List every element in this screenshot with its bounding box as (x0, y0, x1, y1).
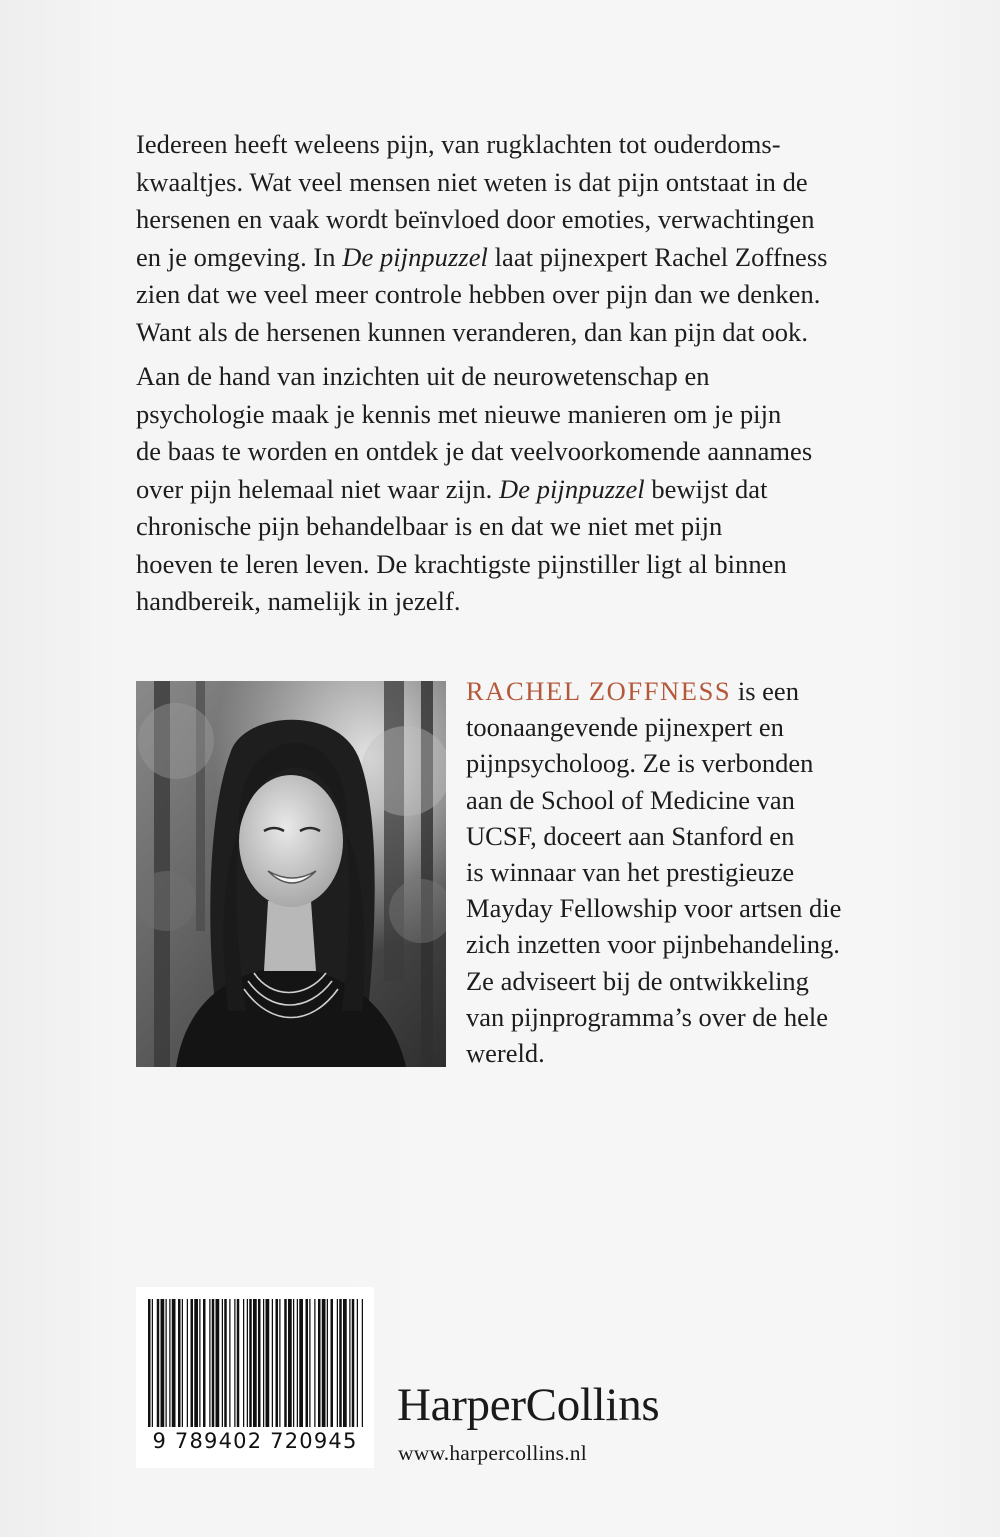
barcode-bar (284, 1299, 287, 1427)
publisher-website: www.harpercollins.nl (398, 1441, 587, 1465)
barcode-bar (327, 1299, 328, 1427)
barcode-bar (178, 1299, 181, 1427)
author-portrait-illustration (136, 681, 446, 1067)
blurb-text: bewijst dat (644, 473, 768, 504)
barcode-bar (209, 1299, 210, 1427)
barcode-bar (182, 1299, 183, 1427)
bio-line: Mayday Fellowship voor artsen die (466, 893, 842, 924)
barcode-bar (172, 1299, 176, 1427)
bio-line: van pijnprogramma’s over de hele (466, 1001, 829, 1032)
barcode-bar (199, 1299, 200, 1427)
barcode-bar (297, 1299, 298, 1427)
barcode-bar (357, 1299, 358, 1427)
barcode-bar (212, 1299, 215, 1427)
blurb-line: hersenen en vaak wordt beïnvloed door emoties, verwachtingen (136, 204, 815, 234)
blurb-text: over pijn helemaal niet waar zijn. (136, 473, 500, 504)
bio-line: Ze adviseert bij de ontwikkeling (466, 965, 809, 996)
blurb-line: Aan de hand van inzichten uit de neurowetenschap en (136, 361, 710, 391)
blurb-line: kwaaltjes. Wat veel mensen niet weten is dat pijn ontstaat in de (136, 166, 808, 197)
barcode-bar (253, 1299, 257, 1427)
barcode-bar (343, 1299, 347, 1427)
bio-line: zich inzetten voor pijnbehandeling. (466, 929, 840, 960)
barcode-bar (288, 1299, 292, 1427)
barcode-bar (272, 1299, 273, 1427)
barcode-bar (322, 1299, 326, 1427)
blurb-paragraph-2 (136, 358, 896, 621)
blurb-line: zien dat we veel meer controle hebben over pijn dan we denken. (136, 279, 821, 309)
bio-line: toonaangevende pijnexpert en (466, 712, 784, 743)
barcode-bar (306, 1299, 309, 1427)
barcode-bar (263, 1299, 264, 1427)
barcode-bar (337, 1299, 338, 1427)
blurb-line (136, 471, 896, 509)
barcode-bar (247, 1299, 248, 1427)
barcode-bar (229, 1299, 230, 1427)
book-title-italic: De pijnpuzzel (342, 241, 488, 272)
blurb-line: handbereik, namelijk in jezelf. (136, 586, 461, 616)
publisher-logo: HarperCollins (397, 1379, 660, 1431)
barcode-bar (194, 1299, 198, 1427)
bio-line: is winnaar van het prestigieuze (466, 857, 795, 888)
barcode-bar (243, 1299, 244, 1427)
blurb-line: Want als de hersenen kunnen veranderen, dan kan pijn dat ook. (136, 316, 809, 347)
bio-text: is een (731, 676, 799, 706)
barcode-bar (187, 1299, 188, 1427)
barcode-bar (293, 1299, 294, 1427)
barcode-bar (224, 1299, 227, 1427)
barcode-bar (266, 1299, 270, 1427)
blurb-text: en je omgeving. In (136, 241, 343, 272)
barcode-bar (237, 1299, 240, 1427)
book-title-italic: De pijnpuzzel (499, 473, 645, 504)
barcode-bar (169, 1299, 170, 1427)
barcode-bar (249, 1299, 252, 1427)
barcode-bar (279, 1299, 280, 1427)
author-photo (136, 681, 446, 1067)
barcode-bar (234, 1299, 235, 1427)
barcode-bar (191, 1299, 194, 1427)
barcode-bar (152, 1299, 153, 1427)
barcode-bar (362, 1299, 363, 1427)
barcode-bar (349, 1299, 350, 1427)
barcode-bar (276, 1299, 279, 1427)
barcode-bar (161, 1299, 165, 1427)
barcode-bar (258, 1299, 261, 1427)
bio-line: aan de School of Medicine van (466, 784, 795, 815)
barcode-bars (136, 1287, 374, 1432)
barcode-bar (299, 1299, 303, 1427)
barcode-bar (314, 1299, 315, 1427)
blurb-line (136, 239, 896, 277)
barcode (136, 1287, 374, 1468)
blurb-line: de baas te worden en ontdek je dat veelvoorkomende aannames (136, 436, 813, 466)
bio-line: UCSF, doceert aan Stanford en (466, 820, 795, 851)
barcode-bar (148, 1299, 151, 1427)
blurb-text: laat pijnexpert Rachel Zoffness (487, 241, 828, 272)
barcode-bar (157, 1299, 160, 1427)
bio-line (466, 673, 936, 709)
barcode-bar (331, 1299, 334, 1427)
blurb-line: psychologie maak je kennis met nieuwe manieren om je pijn (136, 398, 782, 429)
barcode-bar (216, 1299, 220, 1427)
barcode-bar (309, 1299, 310, 1427)
barcode-bar (318, 1299, 321, 1427)
barcode-bar (339, 1299, 342, 1427)
isbn-number: 9 789402 720945 (152, 1429, 358, 1453)
bio-line: pijnpsycholoog. Ze is verbonden (466, 748, 814, 779)
blurb-line: Iedereen heeft weleens pijn, van rugklachten tot ouderdoms- (136, 129, 781, 159)
author-bio (466, 673, 936, 1071)
barcode-bar (166, 1299, 167, 1427)
blurb-paragraph-1 (136, 126, 896, 351)
blurb-line: chronische pijn behandelbaar is en dat we niet met pijn (136, 511, 723, 541)
author-name: RACHEL ZOFFNESS (466, 676, 732, 706)
barcode-bar (203, 1299, 206, 1427)
barcode-bar (352, 1299, 355, 1427)
bio-line: wereld. (466, 1038, 545, 1069)
blurb-line: hoeven te leren leven. De krachtigste pijnstiller ligt al binnen (136, 548, 787, 579)
barcode-bar (222, 1299, 223, 1427)
